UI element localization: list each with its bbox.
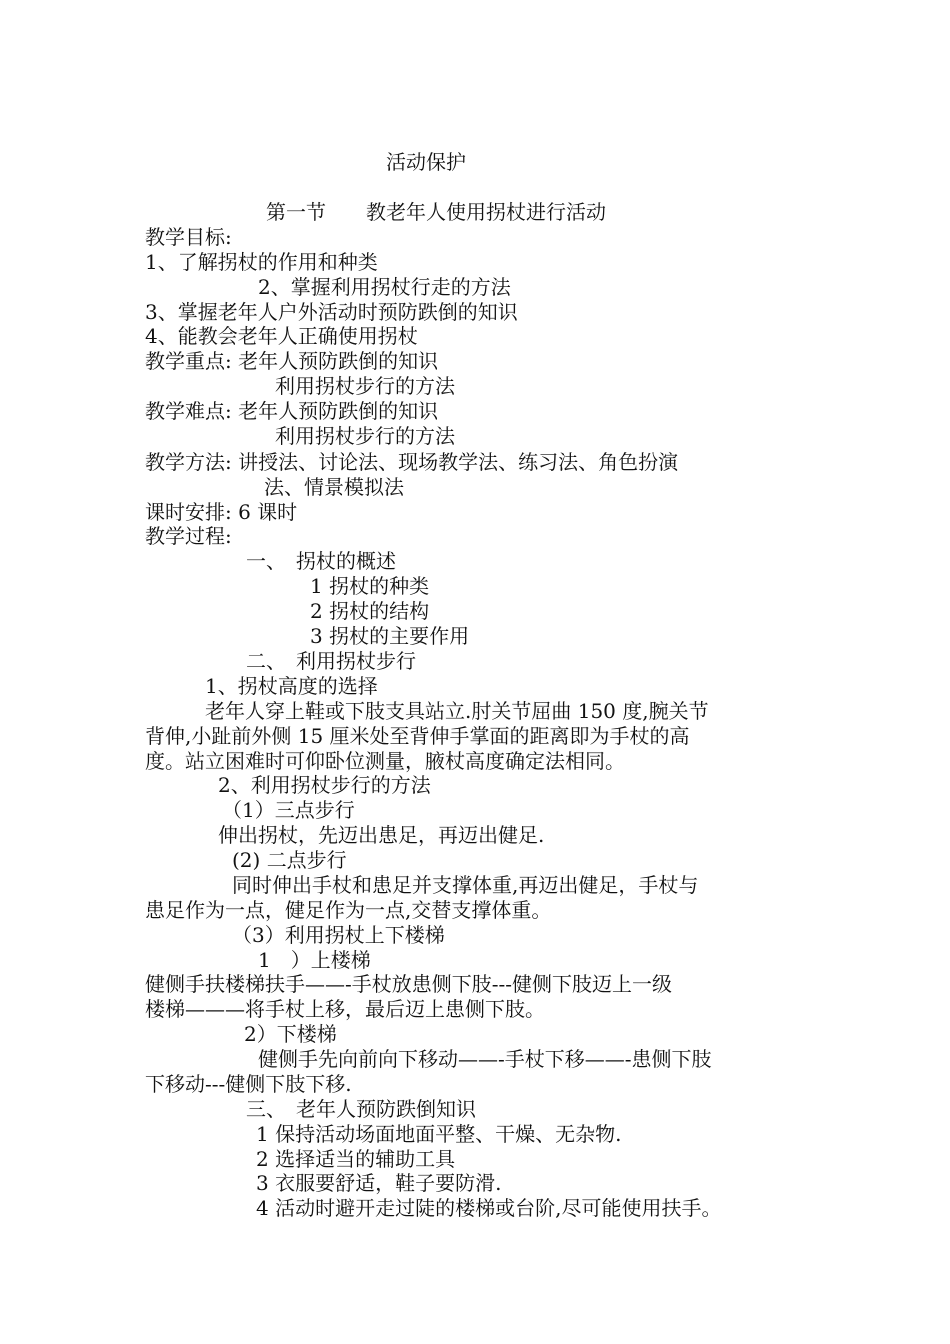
- part2-sub-1: 1、拐杖高度的选择: [205, 674, 378, 698]
- part3-item-1: 1 保持活动场面地面平整、干燥、无杂物.: [256, 1122, 622, 1146]
- downstairs-line-2: 下移动---健侧下肢下移.: [145, 1072, 352, 1096]
- method-line-1: 教学方法: 讲授法、讨论法、现场教学法、练习法、角色扮演: [145, 450, 679, 474]
- schedule-line: 课时安排: 6 课时: [145, 500, 298, 524]
- part2-sub-2: 2、利用拐杖步行的方法: [218, 773, 431, 797]
- doc-title: 活动保护: [386, 150, 466, 174]
- stairs-heading: （3）利用拐杖上下楼梯: [232, 923, 445, 947]
- height-para-line-3: 度。站立困难时可仰卧位测量，腋杖高度确定法相同。: [145, 749, 625, 773]
- height-para-line-2: 背伸,小趾前外侧 15 厘米处至背伸手掌面的距离即为手杖的高: [145, 724, 690, 748]
- objective-4: 4、能教会老年人正确使用拐杖: [145, 324, 418, 348]
- upstairs-line-2: 楼梯———将手杖上移，最后迈上患侧下肢。: [145, 997, 545, 1021]
- three-point-desc: 伸出拐杖，先迈出患足，再迈出健足.: [218, 823, 545, 847]
- focus-line-1: 教学重点: 老年人预防跌倒的知识: [145, 349, 439, 373]
- section-heading: 第一节 教老年人使用拐杖进行活动: [266, 200, 606, 224]
- part2-heading: 二、 利用拐杖步行: [246, 649, 416, 673]
- process-label: 教学过程:: [145, 524, 232, 548]
- objective-1: 1、了解拐杖的作用和种类: [145, 250, 378, 274]
- part1-item-3: 3 拐杖的主要作用: [310, 624, 470, 648]
- objectives-label: 教学目标:: [145, 225, 232, 249]
- part3-item-4: 4 活动时避开走过陡的楼梯或台阶,尽可能使用扶手。: [256, 1196, 722, 1220]
- part3-heading: 三、 老年人预防跌倒知识: [246, 1097, 476, 1121]
- part1-item-2: 2 拐杖的结构: [310, 599, 430, 623]
- objective-3: 3、掌握老年人户外活动时预防跌倒的知识: [145, 300, 518, 324]
- method-line-2: 法、情景模拟法: [264, 475, 404, 499]
- objective-2: 2、掌握利用拐杖行走的方法: [258, 275, 511, 299]
- two-point-line-1: 同时伸出手杖和患足并支撑体重,再迈出健足，手杖与: [232, 873, 699, 897]
- part1-heading: 一、 拐杖的概述: [246, 549, 396, 573]
- difficulty-line-2: 利用拐杖步行的方法: [275, 424, 455, 448]
- focus-line-2: 利用拐杖步行的方法: [275, 374, 455, 398]
- part3-item-3: 3 衣服要舒适，鞋子要防滑.: [256, 1171, 502, 1195]
- downstairs-line-1: 健侧手先向前向下移动——-手杖下移——-患侧下肢: [258, 1047, 712, 1071]
- two-point-line-2: 患足作为一点，健足作为一点,交替支撑体重。: [145, 898, 552, 922]
- two-point-heading: (2) 二点步行: [232, 848, 347, 872]
- upstairs-line-1: 健侧手扶楼梯扶手——-手杖放患侧下肢---健侧下肢迈上一级: [145, 972, 673, 996]
- height-para-line-1: 老年人穿上鞋或下肢支具站立.肘关节屈曲 150 度,腕关节: [205, 699, 709, 723]
- upstairs-heading: 1 ）上楼梯: [258, 948, 371, 972]
- part1-item-1: 1 拐杖的种类: [310, 574, 430, 598]
- three-point-heading: （1）三点步行: [222, 798, 355, 822]
- part3-item-2: 2 选择适当的辅助工具: [256, 1147, 456, 1171]
- difficulty-line-1: 教学难点: 老年人预防跌倒的知识: [145, 399, 439, 423]
- downstairs-heading: 2）下楼梯: [244, 1022, 337, 1046]
